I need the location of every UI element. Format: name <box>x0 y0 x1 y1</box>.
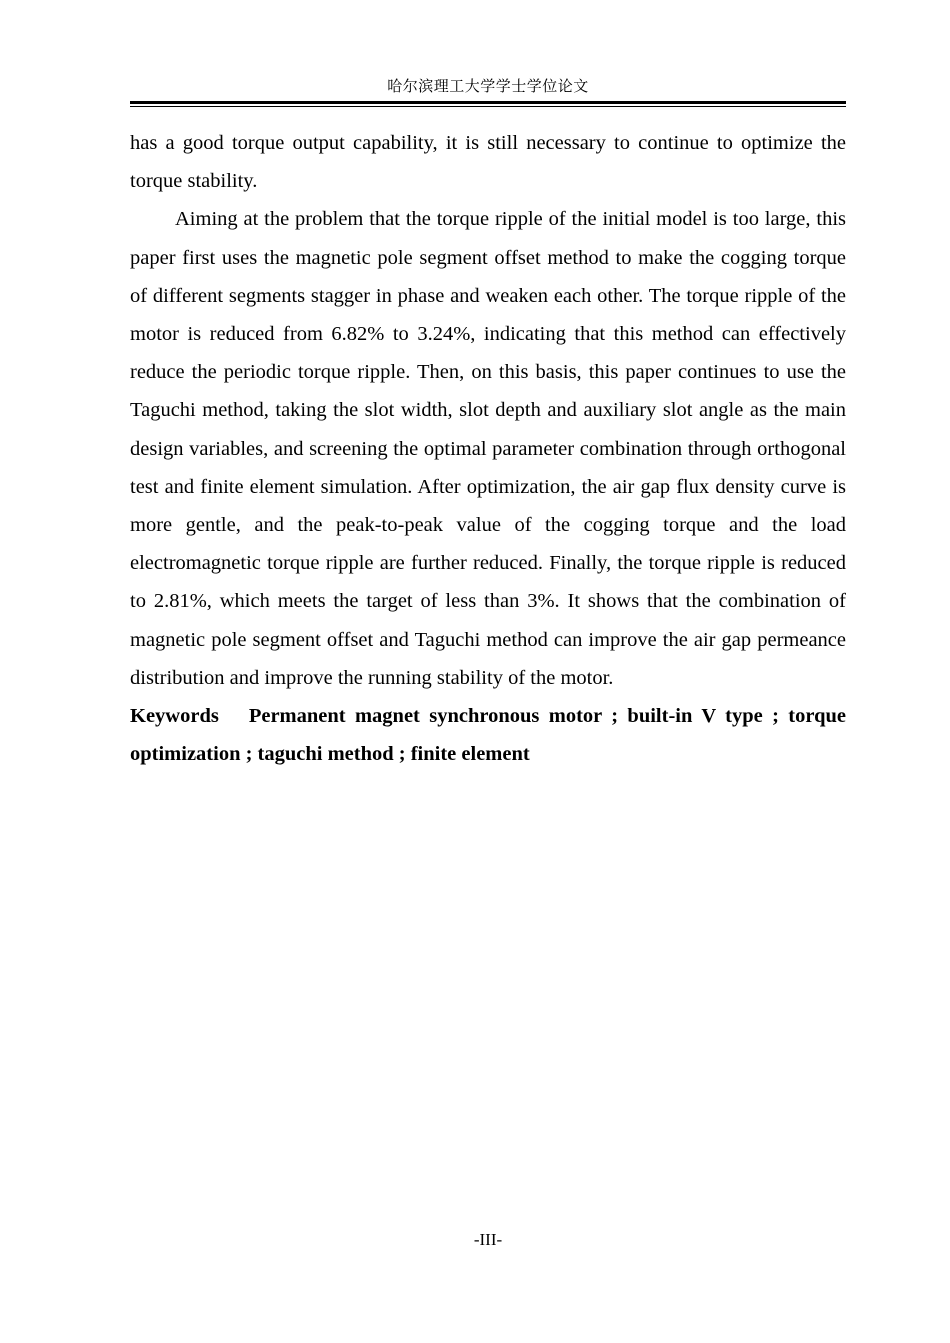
header-rule-thick <box>130 101 846 104</box>
continuation-paragraph: has a good torque output capability, it is still necessary to continue to optimize the torque stability. <box>130 132 846 193</box>
keywords-line <box>130 697 846 773</box>
abstract-body <box>130 124 846 773</box>
running-header: 哈尔滨理工大学学士学位论文 <box>387 79 589 95</box>
keywords-text: Permanent magnet synchronous motor ; built-in V type ; torque optimization ; taguchi method ; finite element <box>130 705 846 766</box>
page-number: -III- <box>473 1230 503 1249</box>
header-rule-thin <box>130 106 846 107</box>
abstract-paragraph: Aiming at the problem that the torque ripple of the initial model is too large, this paper first uses the magnetic pole segment offset method to make the cogging torque of different segments stagger in phase and weaken each other. The torque ripple of the motor is reduced from 6.82% to 3.24%, indicating that this method can effectively reduce the periodic torque ripple. Then, on this basis, this paper continues to use the Taguchi method, taking the slot width, slot depth and auxiliary slot angle as the main design variables, and screening the optimal parameter combination through orthogonal test and finite element simulation. After optimization, the air gap flux density curve is more gentle, and the peak-to-peak value of the cogging torque and the load electromagnetic torque ripple are further reduced. Finally, the torque ripple is reduced to 2.81%, which meets the target of less than 3%. It shows that the combination of magnetic pole segment offset and Taguchi method can improve the air gap permeance distribution and improve the running stability of the motor. <box>130 208 846 689</box>
keywords-label: Keywords <box>130 705 219 728</box>
